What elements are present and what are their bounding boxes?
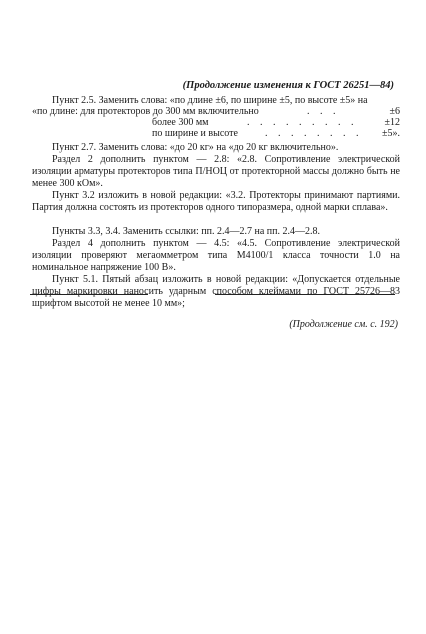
tolerance-table — [32, 106, 400, 139]
leader-dots: . . . . . . . . — [265, 128, 363, 139]
paragraph-3-2-text: Пункт 3.2 изложить в новой редакции: «3.2. Протекторы принимают партиями. Партия должна состоять из протекторов одного типоразмера, одной марки сплава». — [32, 190, 400, 213]
tolerance-row — [32, 117, 400, 128]
paragraph-2-7 — [32, 142, 400, 154]
leader-dots: . . . — [307, 106, 340, 117]
footer-rule-right — [215, 294, 395, 295]
tolerance-row — [32, 106, 400, 117]
paragraph-3-2 — [32, 190, 400, 214]
tolerance-value: ±5». — [382, 128, 400, 139]
paragraph-4-5 — [32, 238, 400, 274]
tolerance-label: более 300 мм — [152, 117, 209, 128]
footer-rule-left — [30, 294, 148, 295]
paragraph-3-3-text: Пункты 3.3, 3.4. Заменить ссылки: пп. 2.4—2.7 на пп. 2.4—2.8. — [52, 226, 321, 237]
running-header: (Продолжение изменения к ГОСТ 26251—84) — [182, 80, 394, 91]
paragraph-2-7-text: Пункт 2.7. Заменить слова: «до 20 кг» на «до 20 кг включительно». — [52, 142, 339, 153]
paragraph-5-1-text: Пункт 5.1. Пятый абзац изложить в новой редакции: «Допускается отдельные цифры маркировки наносить ударным способом клеймами по ГОСТ 25726—83 шрифтом высотой не менее 10 мм»; — [32, 274, 400, 309]
paragraph-3-3 — [32, 226, 400, 238]
tolerance-label: по ширине и высоте — [152, 128, 238, 139]
tolerance-value: ±12 — [384, 117, 400, 128]
paragraph-2-8-text: Раздел 2 дополнить пунктом — 2.8: «2.8. Сопротивление электрической изоляции арматуры протекторов типа П/НОЦ от протекторной массы должно быть не менее 300 кОм». — [32, 154, 400, 189]
continued-note: (Продолжение см. с. 192) — [289, 319, 398, 330]
paragraph-2-5-line1: Пункт 2.5. Заменить слова: «по длине ±6, по ширине ±5, по высоте ±5» на — [52, 95, 368, 106]
tolerance-value: ±6 — [389, 106, 400, 117]
paragraph-2-8 — [32, 154, 400, 190]
leader-dots: . . . . . . . . . — [247, 117, 358, 128]
paragraph-2-5-line2: «по длине: для протекторов до 300 мм включительно — [32, 106, 259, 117]
paragraph-5-1 — [32, 274, 400, 310]
paragraph-4-5-text: Раздел 4 дополнить пунктом — 4.5: «4.5. Сопротивление электрической изоляции проверяют мегаомметром типа М4100/1 класса точности 1.0 на номинальное напряжение 100 В». — [32, 238, 400, 273]
tolerance-row — [32, 128, 400, 139]
